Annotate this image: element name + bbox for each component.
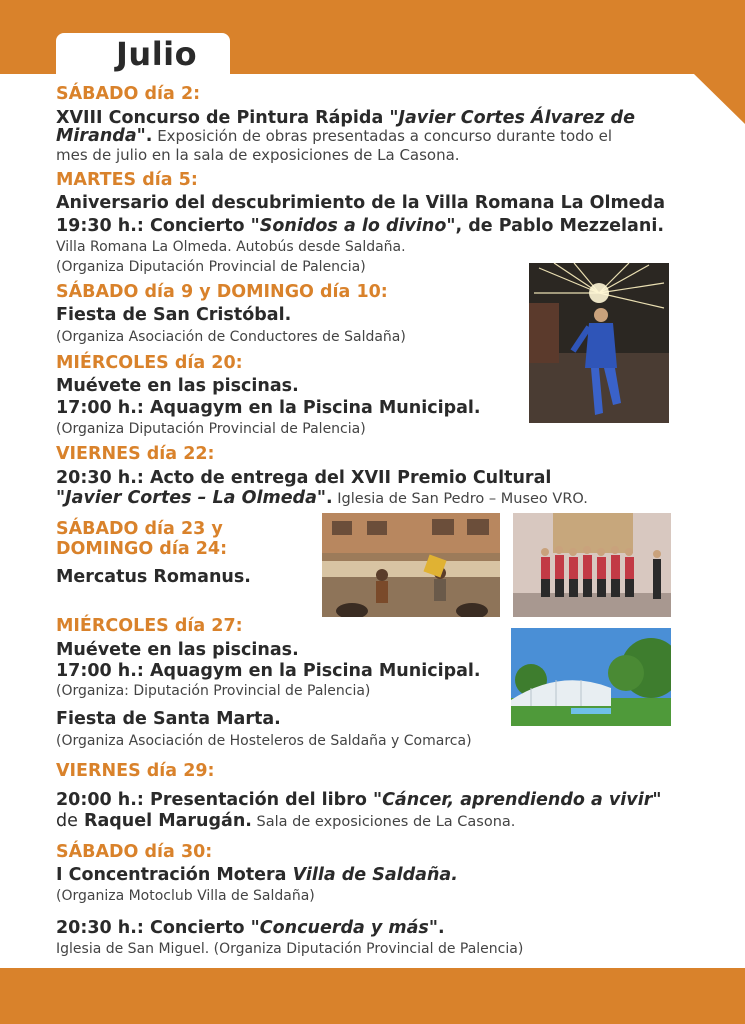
event-title: Aniversario del descubrimiento de la Villa Romana La Olmeda bbox=[56, 193, 665, 213]
date-heading: VIERNES día 22: bbox=[56, 444, 215, 464]
date-heading: SÁBADO día 23 y bbox=[56, 519, 223, 539]
date-heading: SÁBADO día 2: bbox=[56, 84, 201, 104]
mercatus-romanus-photo-1 bbox=[322, 513, 500, 617]
event-title: I Concentración Motera Villa de Saldaña. bbox=[56, 865, 458, 885]
event-organizer: (Organiza Motoclub Villa de Saldaña) bbox=[56, 888, 315, 904]
event-organizer: (Organiza Diputación Provincial de Palencia) bbox=[56, 421, 366, 437]
event-organizer: (Organiza: Diputación Provincial de Palencia) bbox=[56, 683, 371, 699]
date-heading: MIÉRCOLES día 27: bbox=[56, 616, 243, 636]
swimming-pool-photo bbox=[511, 628, 671, 726]
event-title: Muévete en las piscinas. bbox=[56, 640, 299, 660]
event-title: 20:00 h.: Presentación del libro "Cáncer, aprendiendo a vivir" bbox=[56, 790, 662, 810]
event-title: 19:30 h.: Concierto "Sonidos a lo divino", de Pablo Mezzelani. bbox=[56, 216, 664, 236]
event-title: Miranda". Exposición de obras presentadas a concurso durante todo el bbox=[56, 126, 613, 146]
event-organizer: (Organiza Diputación Provincial de Palencia) bbox=[56, 259, 366, 275]
date-heading: VIERNES día 29: bbox=[56, 761, 215, 781]
event-organizer: (Organiza Asociación de Conductores de Saldaña) bbox=[56, 329, 406, 345]
event-title: de Raquel Marugán. Sala de exposiciones de La Casona. bbox=[56, 811, 516, 831]
event-title: Fiesta de Santa Marta. bbox=[56, 709, 281, 729]
event-description: mes de julio en la sala de exposiciones de La Casona. bbox=[56, 146, 460, 164]
event-title: 17:00 h.: Aquagym en la Piscina Municipal. bbox=[56, 398, 481, 418]
event-title: 20:30 h.: Acto de entrega del XVII Premio Cultural bbox=[56, 468, 552, 488]
fireworks-performer-photo bbox=[529, 263, 669, 423]
month-title: Julio bbox=[116, 35, 198, 73]
date-heading: MARTES día 5: bbox=[56, 170, 198, 190]
event-organizer: (Organiza Asociación de Hosteleros de Saldaña y Comarca) bbox=[56, 733, 472, 749]
event-title: 20:30 h.: Concierto "Concuerda y más". bbox=[56, 918, 445, 938]
event-title: 17:00 h.: Aquagym en la Piscina Municipal. bbox=[56, 661, 481, 681]
date-heading: SÁBADO día 30: bbox=[56, 842, 213, 862]
event-title: Fiesta de San Cristóbal. bbox=[56, 305, 292, 325]
choir-photo bbox=[513, 513, 671, 617]
event-title: Muévete en las piscinas. bbox=[56, 376, 299, 396]
event-title: "Javier Cortes – La Olmeda". Iglesia de San Pedro – Museo VRO. bbox=[56, 488, 588, 508]
date-heading: SÁBADO día 9 y DOMINGO día 10: bbox=[56, 282, 388, 302]
event-location: Iglesia de San Miguel. (Organiza Diputación Provincial de Palencia) bbox=[56, 941, 524, 957]
event-title: Mercatus Romanus. bbox=[56, 567, 251, 587]
date-heading: DOMINGO día 24: bbox=[56, 539, 228, 559]
event-location: Villa Romana La Olmeda. Autobús desde Saldaña. bbox=[56, 239, 406, 255]
event-title: XVIII Concurso de Pintura Rápida "Javier Cortes Álvarez de bbox=[56, 108, 635, 128]
date-heading: MIÉRCOLES día 20: bbox=[56, 353, 243, 373]
